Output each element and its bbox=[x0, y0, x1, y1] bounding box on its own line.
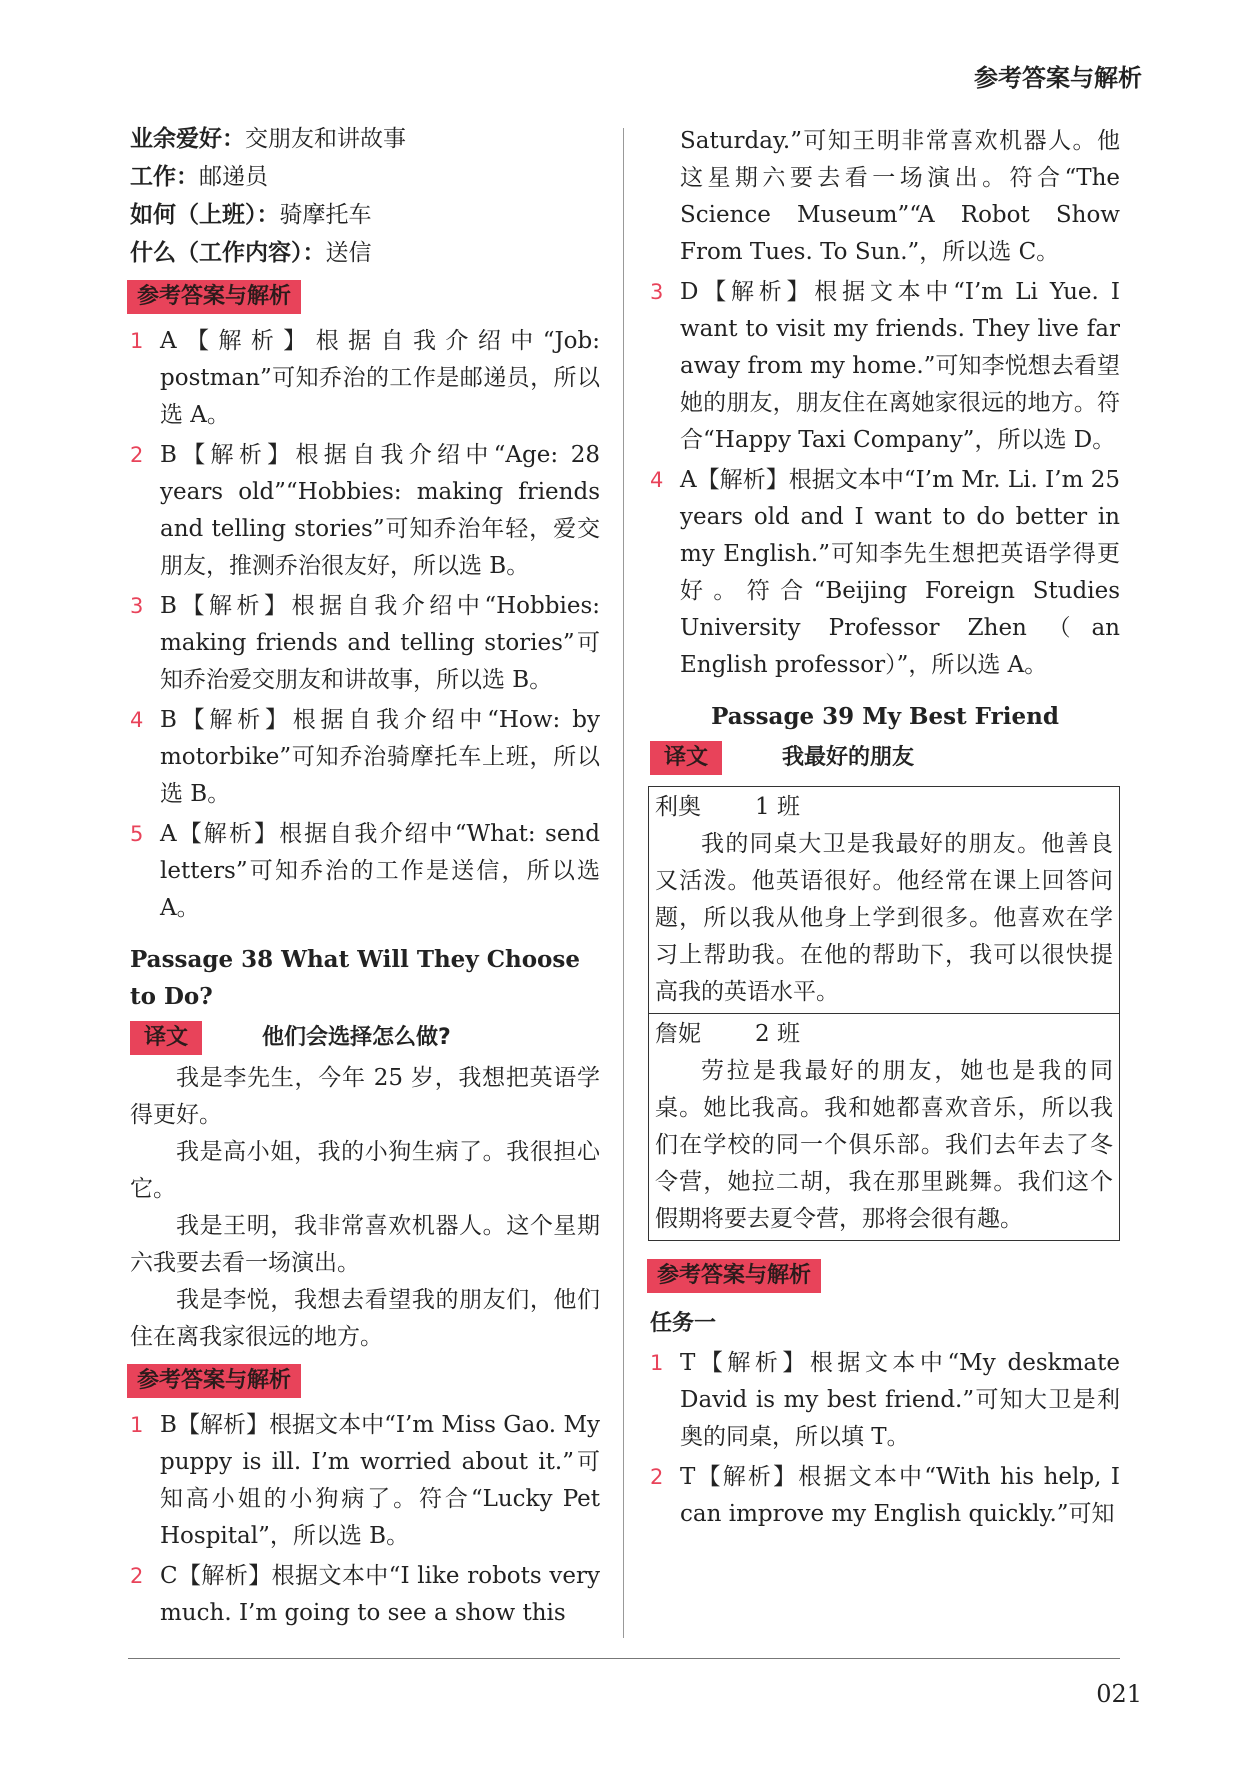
student-class: 1 班 bbox=[755, 794, 800, 820]
translation-header bbox=[650, 739, 1120, 776]
answer-item: 1 A【解析】根据自我介绍中“Job: postman”可知乔治的工作是邮递员，所以选 A。 bbox=[130, 328, 600, 428]
cell-text: 劳拉是我最好的朋友，她也是我的同桌。她比我高。我和她都喜欢音乐，所以我们在学校的同一个俱乐部。我们去年去了冬令营，她拉二胡，我在那里跳舞。我们这个假期将要去夏令营，那将会很有趣。 bbox=[655, 1058, 1113, 1232]
info-row: 业余爱好：交朋友和讲故事 bbox=[130, 126, 406, 152]
answer-item: 5 A【解析】根据自我介绍中“What: send letters”可知乔治的工作是送信，所以选 A。 bbox=[130, 821, 600, 921]
translation-header bbox=[130, 1019, 600, 1056]
translation-banner: 译文 bbox=[130, 1021, 202, 1055]
passage-38-title: Passage 38 What Will They Choose to Do? bbox=[130, 946, 580, 1010]
right-column bbox=[650, 120, 1120, 1536]
translation-paragraph: 我是李悦，我想去看望我的朋友们，他们住在离我家很远的地方。 bbox=[130, 1287, 600, 1350]
translation-title: 我最好的朋友 bbox=[782, 745, 915, 770]
page-header-title: 参考答案与解析 bbox=[974, 64, 1142, 92]
info-list bbox=[130, 120, 600, 272]
passage-39-title: Passage 39 My Best Friend bbox=[711, 703, 1059, 730]
footer-rule bbox=[128, 1658, 1120, 1659]
answer-item: 3 D【解析】根据文本中“I’m Li Yue. I want to visit my friends. They live far away from my home.”可知李悦想去看望她的朋友，朋友住在离她家很远的地方。符合“Happy Taxi Company”，所以选 D。 bbox=[650, 279, 1120, 453]
left-column bbox=[130, 120, 600, 1635]
translation-title: 他们会选择怎么做? bbox=[262, 1025, 451, 1050]
answer-item: 2 T【解析】根据文本中“With his help, I can improve my English quickly.”可知 bbox=[650, 1464, 1120, 1527]
answer-continuation: Saturday.”可知王明非常喜欢机器人。他这星期六要去看一场演出。符合“The Science Museum”“A Robot Show From Tues. To Sun.”，所以选 C。 bbox=[680, 128, 1120, 265]
answer-item: 4 B【解析】根据自我介绍中“How: by motorbike”可知乔治骑摩托车上班，所以选 B。 bbox=[130, 707, 600, 807]
page-number: 021 bbox=[1096, 1680, 1142, 1708]
info-row: 工作：邮递员 bbox=[130, 164, 268, 190]
translation-paragraph: 我是李先生，今年 25 岁，我想把英语学得更好。 bbox=[130, 1065, 600, 1128]
table-cell bbox=[649, 787, 1119, 1013]
answer-item: 3 B【解析】根据自我介绍中“Hobbies: making friends and telling stories”可知乔治爱交朋友和讲故事，所以选 B。 bbox=[130, 593, 600, 693]
info-row: 什么（工作内容）：送信 bbox=[130, 240, 372, 266]
answer-item: 2 B【解析】根据自我介绍中“Age: 28 years old”“Hobbies: making friends and telling stories”可知乔治年轻，爱交朋友，推测乔治很友好，所以选 B。 bbox=[130, 442, 600, 579]
translation-paragraph: 我是高小姐，我的小狗生病了。我很担心它。 bbox=[130, 1139, 600, 1202]
answer-item: 1 B【解析】根据文本中“I’m Miss Gao. My puppy is ill. I’m worried about it.”可知高小姐的小狗病了。符合“Lucky Pet Hospital”，所以选 B。 bbox=[130, 1412, 600, 1549]
answers-banner: 参考答案与解析 bbox=[127, 1364, 301, 1398]
column-divider bbox=[623, 128, 624, 1638]
info-row: 如何（上班）：骑摩托车 bbox=[130, 202, 372, 228]
translation-banner: 译文 bbox=[650, 741, 722, 775]
answer-item: 4 A【解析】根据文本中“I’m Mr. Li. I’m 25 years old and I want to do better in my English.”可知李先生想把英语学得更好。符合“Beijing Foreign Studies University Professor Zhen（an English professor）”，所以选 A。 bbox=[650, 467, 1120, 678]
answers-banner: 参考答案与解析 bbox=[127, 280, 301, 314]
answer-item: 1 T【解析】根据文本中“My deskmate David is my best friend.”可知大卫是利奥的同桌，所以填 T。 bbox=[650, 1350, 1120, 1450]
student-name: 詹妮 bbox=[655, 1021, 701, 1047]
student-name: 利奥 bbox=[655, 794, 701, 820]
answers-banner: 参考答案与解析 bbox=[647, 1259, 821, 1293]
answer-item: 2 C【解析】根据文本中“I like robots very much. I’m going to see a show this bbox=[130, 1563, 600, 1626]
student-class: 2 班 bbox=[755, 1021, 800, 1047]
translation-paragraph: 我是王明，我非常喜欢机器人。这个星期六我要去看一场演出。 bbox=[130, 1213, 600, 1276]
table-cell bbox=[649, 1013, 1119, 1240]
translation-table bbox=[648, 786, 1120, 1241]
cell-text: 我的同桌大卫是我最好的朋友。他善良又活泼。他英语很好。他经常在课上回答问题，所以我从他身上学到很多。他喜欢在学习上帮助我。在他的帮助下，我可以很快提高我的英语水平。 bbox=[655, 831, 1113, 1005]
task-heading: 任务一 bbox=[650, 1311, 717, 1336]
